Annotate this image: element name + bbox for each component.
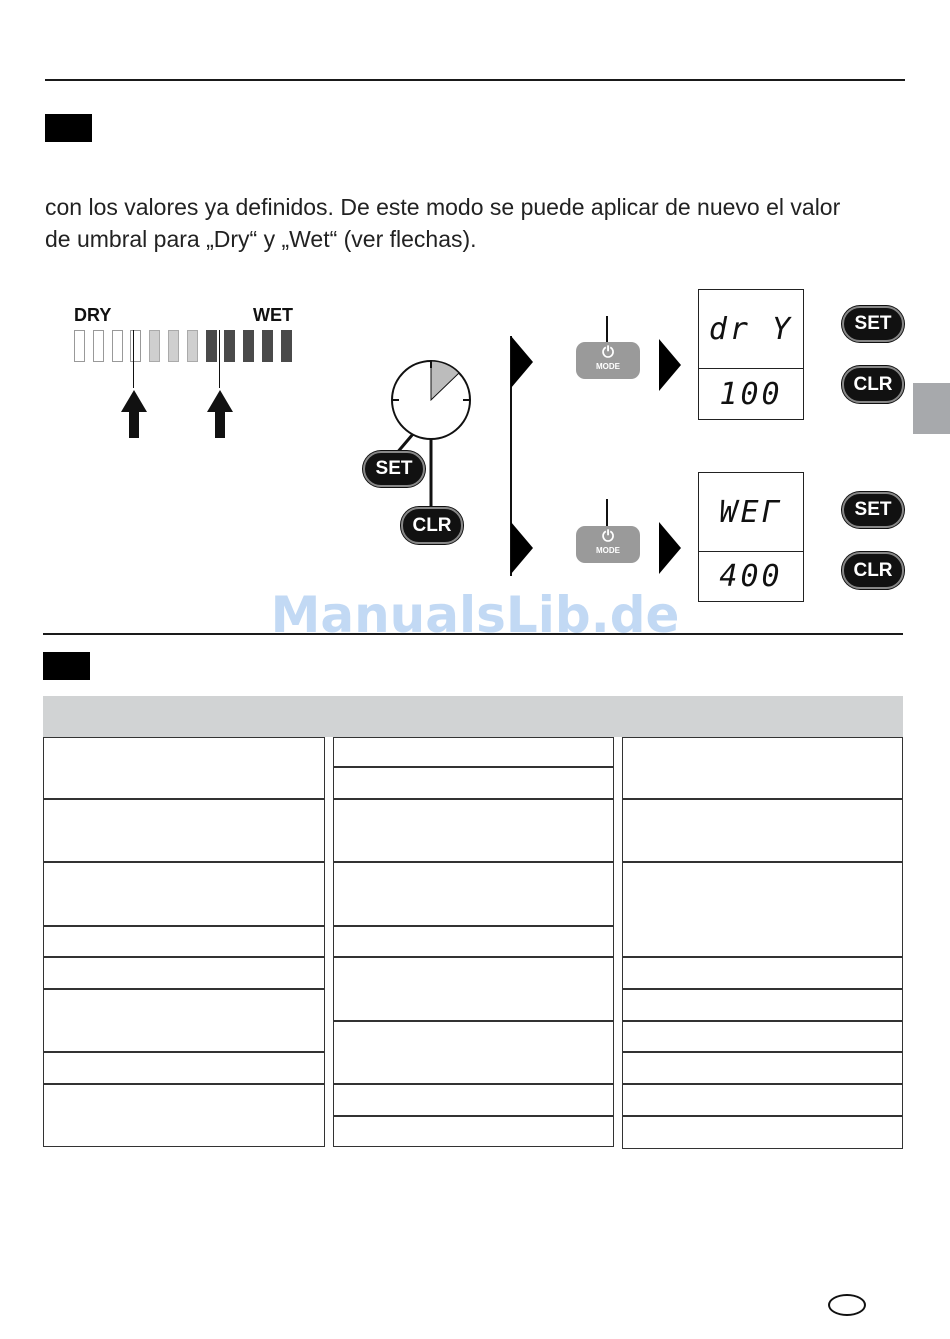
dry-threshold-marker-line [133, 330, 134, 388]
bar-segment [187, 330, 198, 362]
wet-set-button[interactable]: SET [842, 492, 904, 528]
to-display-arrow-1 [659, 339, 681, 391]
table-cell [43, 1084, 325, 1147]
dry-display-top: dr Y [699, 290, 803, 369]
wet-display-bottom: 400 [719, 559, 783, 594]
table-cell [333, 862, 614, 926]
power-icon: ⏻ [602, 344, 614, 361]
table-cell [43, 957, 325, 989]
section-marker-2 [43, 652, 90, 680]
table-cell [622, 1021, 903, 1052]
table-cell [622, 957, 903, 989]
paragraph-line-1: con los valores ya definidos. De este modo se puede aplicar de nuevo el valor [45, 194, 841, 220]
dry-label: DRY [74, 305, 112, 325]
diagram-set-button[interactable]: SET [363, 451, 425, 487]
table-cell [43, 926, 325, 957]
table-cell [333, 926, 614, 957]
mode-label: MODE [596, 362, 620, 371]
mode-press-line-1 [606, 316, 608, 342]
diagram-clr-button[interactable]: CLR [401, 507, 463, 544]
table-cell [333, 1021, 614, 1084]
table-cell [333, 767, 614, 799]
table-cell [622, 1116, 903, 1149]
power-icon: ⏻ [602, 528, 614, 545]
paragraph-line-2: de umbral para „Dry“ y „Wet“ (ver flechas). [45, 226, 477, 252]
bar-segment [168, 330, 179, 362]
dry-display [698, 289, 804, 420]
bar-segment [206, 330, 217, 362]
branch-arrow-bottom [511, 522, 533, 574]
mode-button-1[interactable] [576, 342, 640, 379]
bar-segment [112, 330, 123, 362]
table-cell [43, 1052, 325, 1084]
wet-clr-button[interactable]: CLR [842, 552, 904, 589]
wet-display-top: WEΓ [699, 473, 803, 552]
section-rule-2 [43, 633, 903, 635]
table-cell [622, 737, 903, 799]
bar-segment [149, 330, 160, 362]
bar-segment [262, 330, 273, 362]
moisture-bar-graph [74, 330, 300, 364]
table-cell [622, 799, 903, 862]
mode-button-2[interactable] [576, 526, 640, 563]
table-cell [43, 989, 325, 1052]
table-cell [43, 737, 325, 799]
section-marker-1 [45, 114, 92, 142]
timer-dial-icon [380, 352, 490, 522]
mode-label: MODE [596, 546, 620, 555]
wet-threshold-marker-line [219, 330, 220, 388]
top-rule [45, 79, 905, 81]
watermark: ManualsLib.de [270, 586, 680, 644]
country-code-badge [828, 1294, 866, 1316]
table-header [43, 696, 903, 737]
table-cell [622, 1052, 903, 1084]
table-cell [43, 862, 325, 926]
dry-set-button[interactable]: SET [842, 306, 904, 342]
side-tab [913, 383, 950, 434]
bar-segment [243, 330, 254, 362]
mode-press-line-2 [606, 499, 608, 526]
bar-segment [74, 330, 85, 362]
wet-display [698, 472, 804, 602]
dry-display-bottom: 100 [719, 376, 783, 412]
body-paragraph [45, 191, 905, 255]
to-display-arrow-2 [659, 522, 681, 574]
table-cell [333, 737, 614, 767]
wet-arrow-icon [206, 390, 234, 440]
bar-segment [281, 330, 292, 362]
table-cell [43, 799, 325, 862]
table-cell [622, 1084, 903, 1116]
bar-segment [224, 330, 235, 362]
table-cell [333, 957, 614, 1021]
table-cell [622, 989, 903, 1021]
table-cell [333, 1116, 614, 1147]
wet-label: WET [253, 305, 293, 325]
branch-arrow-top [511, 336, 533, 388]
table-cell [333, 799, 614, 862]
table-cell [622, 862, 903, 957]
dry-clr-button[interactable]: CLR [842, 366, 904, 403]
dry-arrow-icon [120, 390, 148, 440]
table-cell [333, 1084, 614, 1116]
bar-segment [93, 330, 104, 362]
